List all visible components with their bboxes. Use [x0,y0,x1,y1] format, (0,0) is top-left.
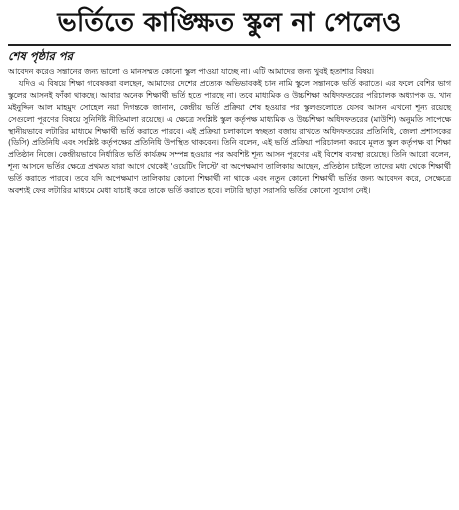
article-paragraph-1: আবেদন করেও সন্তানের জন্য ভালো ও মানসম্মত কোনো স্কুল পাওয়া যাচ্ছে না। এটি আমাদের জন্য খুবই হতাশার বিষয়। [8,67,374,76]
article-body [8,66,451,197]
continued-from-label: শেষ পৃষ্ঠার পর [8,49,73,63]
headline-divider [8,44,451,46]
headline: ভর্তিতে কাঙ্ক্ষিত স্কুল না পেলেও [57,8,402,38]
article-paragraph-2: যদিও এ বিষয়ে শিক্ষা গবেষকরা বলছেন, আমাদের দেশের প্রত্যেক অভিভাবকই চান নামি স্কুলে সন্তানকে ভর্তি করাতে। এর ফলে বেশির ভাগ স্কুলের আসনই ফাঁকা থাকছে। আবার অনেক শিক্ষার্থী ভর্তি হতে পারছে না। তবে মাধ্যমিক ও উচ্চশিক্ষা অধিদফতরের পরিচালক অধ্যাপক ড. খান মইনুদ্দিন আল মাহমুদ সোহেল নয়া দিগন্তকে জানান, কেন্দ্রীয় ভর্তি প্রক্রিয়া শেষ হওয়ার পর স্কুলগুলোতে যেসব আসন এখনো শূন্য রয়েছে সেগুলো পূরণের বিষয়ে সুনির্দিষ্ট নীতিমালা রয়েছে। এ ক্ষেত্রে সংশ্লিষ্ট স্কুল কর্তৃপক্ষ মাধ্যমিক ও উচ্চশিক্ষা অধিদফতরের (মাউশি) অনুমতি সাপেক্ষে স্থানীয়ভাবে লটারির মাধ্যমে শিক্ষার্থী ভর্তি করাতে পারবে। এই প্রক্রিয়া চলাকালে স্বচ্ছতা বজায় রাখতে অধিদফতরের প্রতিনিধি, জেলা প্রশাসকের (ডিসি) প্রতিনিধি এবং সংশ্লিষ্ট কর্তৃপক্ষের প্রতিনিধি উপস্থিত থাকবেন। তিনি বলেন, এই ভর্তি প্রক্রিয়া পরিচালনা করবে মূলত স্কুল কর্তৃপক্ষ বা শিক্ষা প্রতিষ্ঠান নিজে। কেন্দ্রীয়ভাবে নির্ধারিত ভর্তি কার্যক্রম সম্পন্ন হওয়ার পর অবশিষ্ট শূন্য আসন পূরণের এই বিশেষ ব্যবস্থা রয়েছে। তিনি আরো বলেন, শূন্য আসনে ভর্তির ক্ষেত্রে প্রথমত যারা আগে থেকেই 'ওয়েটিং লিস্টে' বা অপেক্ষমাণ তালিকায় আছেন, প্রতিষ্ঠান চাইলে তাদের মধ্য থেকে শিক্ষার্থী ভর্তি করাতে পারবে। তবে যদি অপেক্ষমাণ তালিকায় কোনো শিক্ষার্থী না থাকে এবং নতুন কোনো শিক্ষার্থী ভর্তির জন্য আবেদন করে, সেক্ষেত্রে অবশ্যই ফের লটারির মাধ্যমে মেধা যাচাই করে তাকে ভর্তি করাতে হবে। লটারি ছাড়া সরাসরি ভর্তির কোনো সুযোগ নেই। [8,78,451,196]
